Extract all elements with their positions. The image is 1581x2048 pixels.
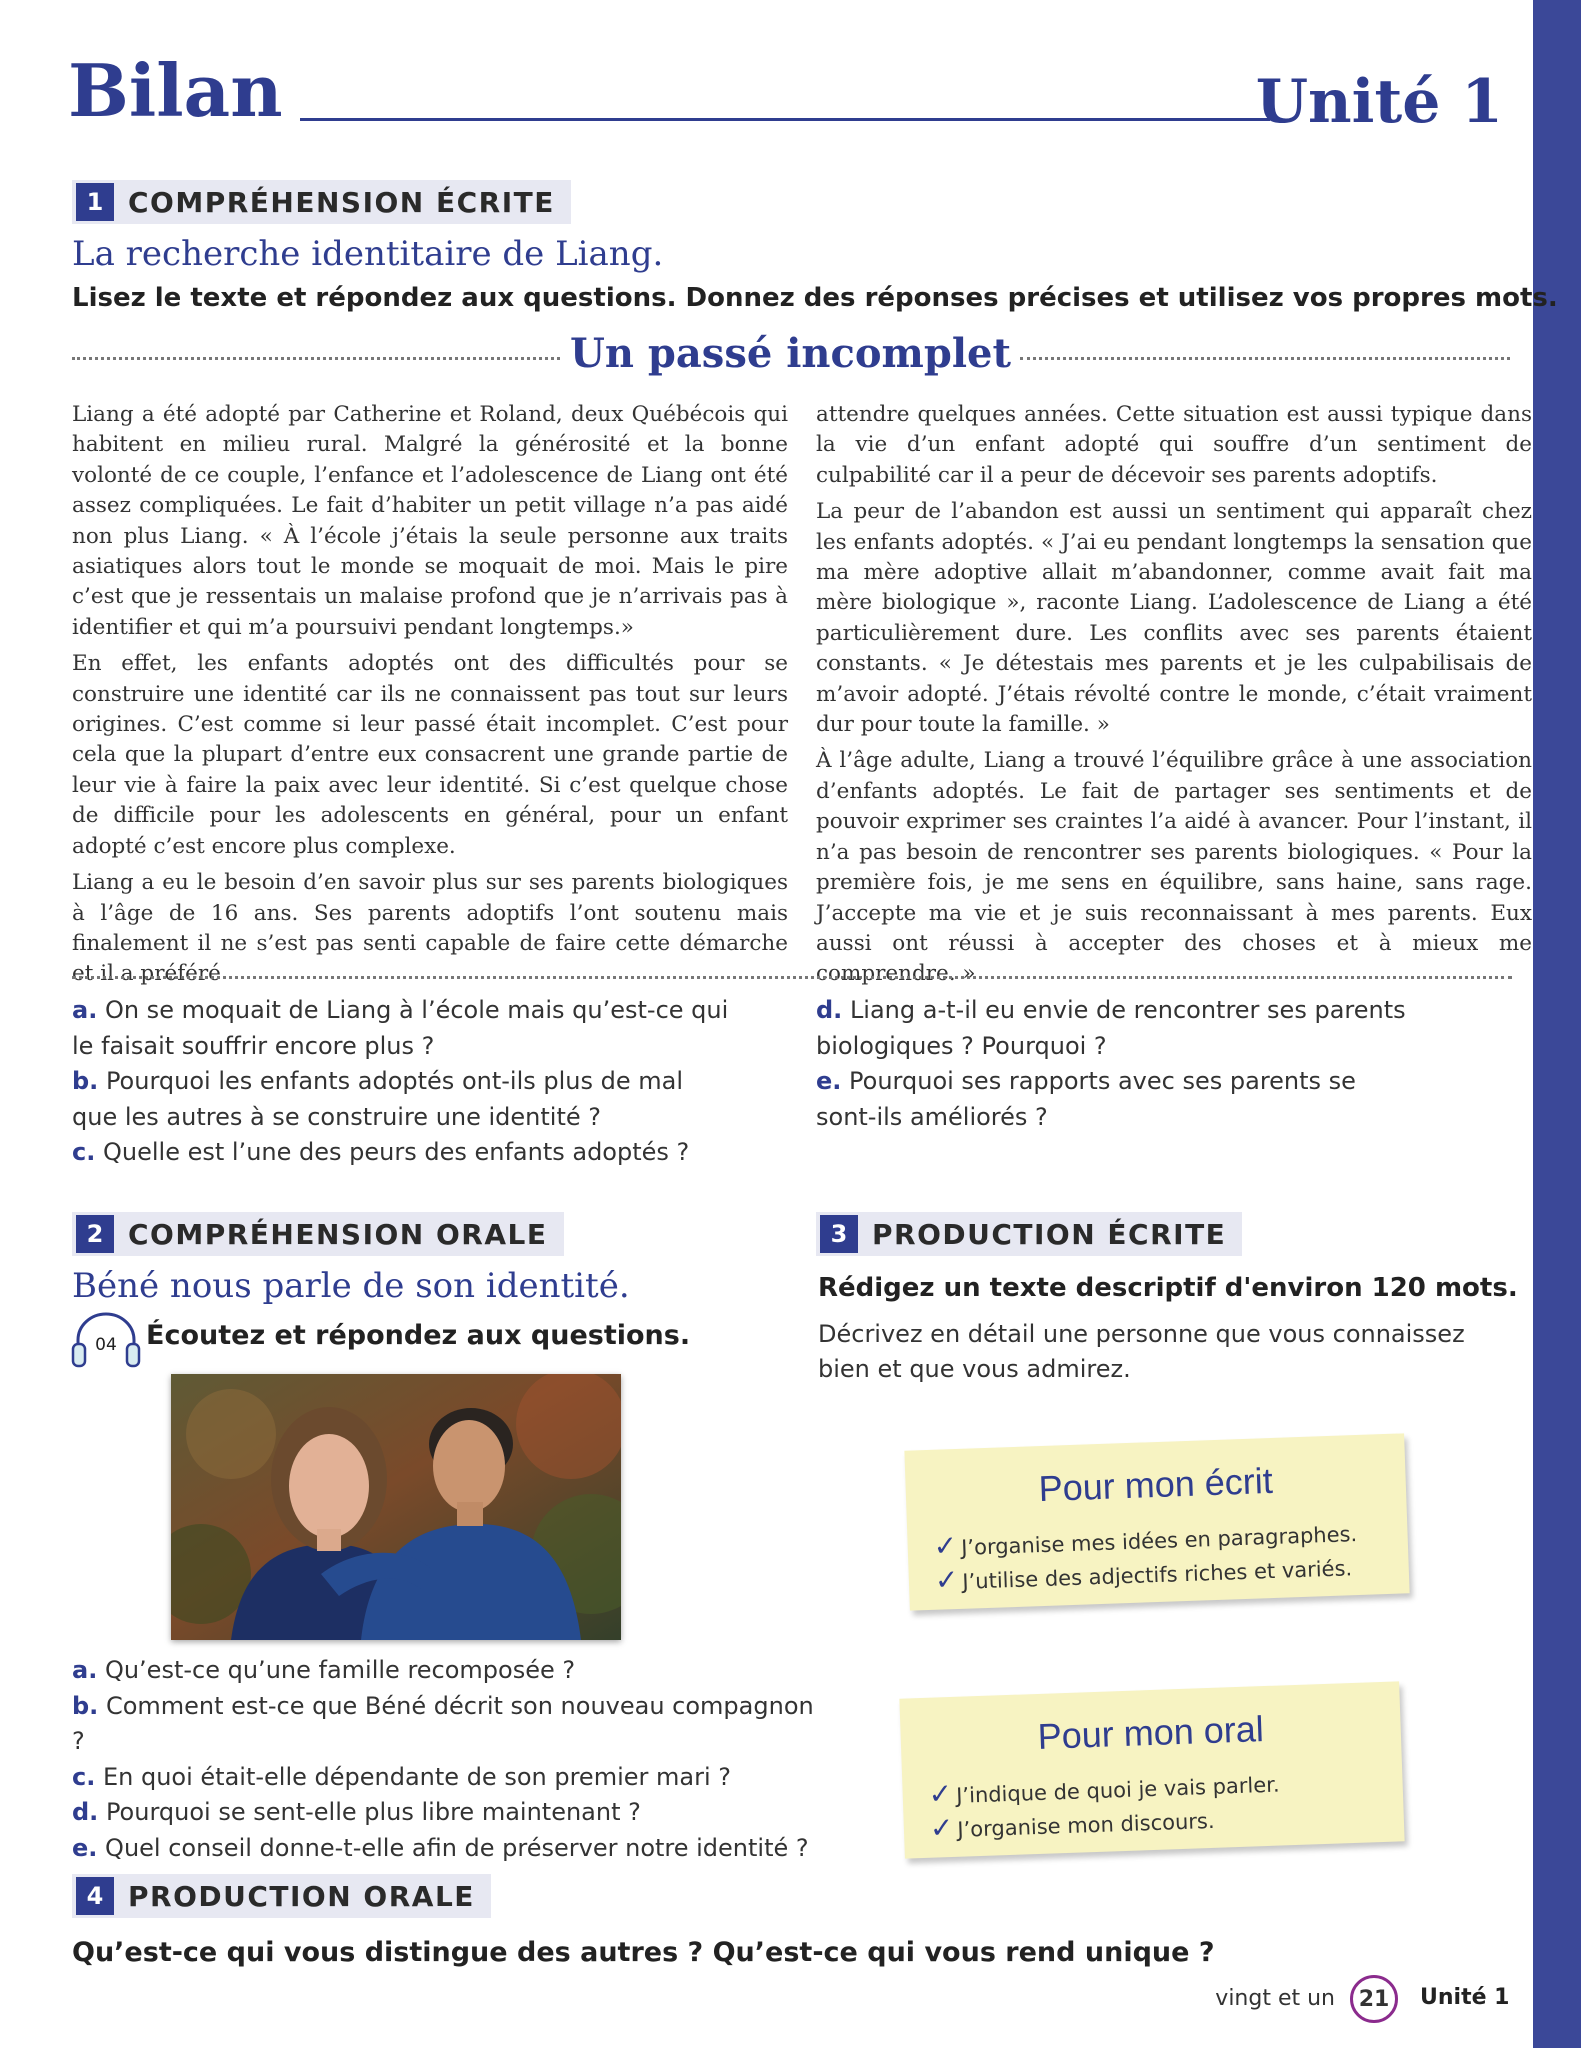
audio-track-number: 04	[95, 1335, 117, 1355]
question-item: c. Quelle est l’une des peurs des enfants adoptés ?	[72, 1138, 690, 1166]
note-title: Pour mon oral	[1036, 1708, 1265, 1757]
reading-column-right	[816, 400, 1532, 996]
paragraph: Liang a été adopté par Catherine et Roland, deux Québécois qui habitent en milieu rural. Malgré la générosité et la bonne volonté de ce couple, l’enfance et l’adolescence de Liang ont été assez compliquées. Le fait d’habiter un petit village n’a pas aidé non plus Liang. « À l’école j’étais la seule personne aux traits asiatiques alors tout le monde se moquait de moi. Mais le pire c’est que je ressentais un malaise profond que je n’arrivais pas à identifier et qui m’a poursuivi pendant longtemps.»	[72, 402, 788, 640]
header-left-title: Bilan	[68, 48, 283, 133]
section-4-question: Qu’est-ce qui vous distingue des autres ? Qu’est-ce qui vous rend unique ?	[72, 1937, 1215, 1968]
section-1-questions-left	[72, 993, 732, 1171]
section-3-heading	[816, 1212, 1242, 1256]
section-3-number: 3	[820, 1215, 858, 1253]
couple-photo	[171, 1374, 621, 1640]
header-right-title: Unité 1	[1255, 67, 1503, 137]
check-icon: ✓	[929, 1810, 954, 1845]
question-item: d. Pourquoi se sent-elle plus libre maintenant ?	[72, 1798, 641, 1826]
section-4-label: PRODUCTION ORALE	[128, 1879, 475, 1913]
question-item: a. On se moquait de Liang à l’école mais qu’est-ce qui le faisait souffrir encore plus ?	[72, 996, 729, 1060]
page-number-badge: 21	[1350, 1975, 1398, 2023]
section-1-number: 1	[76, 183, 114, 221]
question-item: b. Pourquoi les enfants adoptés ont-ils plus de mal que les autres à se construire une identité ?	[72, 1067, 684, 1131]
reading-text-title: Un passé incomplet	[570, 330, 1011, 377]
headphones-icon[interactable]	[70, 1310, 142, 1368]
header-rule	[300, 118, 1270, 121]
note-item: ✓ J’utilise des adjectifs riches et variés.	[934, 1556, 1353, 1597]
question-item: c. En quoi était-elle dépendante de son premier mari ?	[72, 1762, 731, 1791]
page-number-words: vingt et un	[1215, 1986, 1335, 2011]
paragraph: La peur de l’abandon est aussi un sentiment qui apparaît chez les enfants adoptés. « J’ai eu pendant longtemps la sensation que ma mère adoptive allait m’abandonner, comme avait fait ma mère biologique », raconte Liang. L’adolescence de Liang a été particulièrement dure. Les conflits avec ses parents étaient constants. « Je détestais mes parents et je les culpabilisais de m’avoir adopté. J’étais révolté contre le monde, c’était vraiment dur pour toute la famille. »	[816, 499, 1532, 738]
question-item: e. Pourquoi ses rapports avec ses parents se sont-ils améliorés ?	[816, 1067, 1356, 1131]
section-3-label: PRODUCTION ÉCRITE	[872, 1217, 1227, 1251]
section-2-heading	[72, 1212, 564, 1256]
section-4-number: 4	[76, 1877, 114, 1915]
note-item: ✓ J’indique de quoi je vais parler.	[928, 1772, 1280, 1811]
section-2-number: 2	[76, 1215, 114, 1253]
dotted-divider-bottom	[72, 976, 1512, 979]
section-4-heading	[72, 1874, 491, 1918]
section-1-instruction: Lisez le texte et répondez aux questions. Donnez des réponses précises et utilisez vos propres mots.	[72, 283, 1558, 313]
section-2-label: COMPRÉHENSION ORALE	[128, 1217, 548, 1251]
check-icon: ✓	[934, 1562, 959, 1597]
reading-column-left	[72, 400, 788, 996]
footer-unit-label: Unité 1	[1420, 1985, 1510, 2010]
note-title: Pour mon écrit	[1038, 1459, 1274, 1510]
dotted-divider-right	[1020, 357, 1510, 360]
question-item: d. Liang a-t-il eu envie de rencontrer ses parents biologiques ? Pourquoi ?	[816, 996, 1406, 1060]
section-2-instruction: Écoutez et répondez aux questions.	[146, 1320, 691, 1351]
section-3-instruction: Rédigez un texte descriptif d'environ 120 mots.	[818, 1273, 1518, 1303]
question-item: a. Qu’est-ce qu’une famille recomposée ?	[72, 1656, 576, 1684]
paragraph: Liang a eu le besoin d’en savoir plus sur ses parents biologiques à l’âge de 16 ans. Ses parents adoptifs l’ont soutenu mais finalement il ne s’est pas senti capable de faire cette démarche et il a préféré	[72, 870, 788, 987]
check-icon: ✓	[928, 1776, 953, 1811]
question-item: b. Comment est-ce que Béné décrit son nouveau compagnon ?	[72, 1691, 814, 1755]
question-item: e. Quel conseil donne-t-elle afin de préserver notre identité ?	[72, 1833, 809, 1862]
section-1-subtitle: La recherche identitaire de Liang.	[72, 234, 664, 274]
section-1-label: COMPRÉHENSION ÉCRITE	[128, 185, 555, 219]
note-item: ✓ J’organise mes idées en paragraphes.	[933, 1522, 1358, 1563]
sticky-note-oral	[899, 1681, 1404, 1858]
paragraph: attendre quelques années. Cette situation est aussi typique dans la vie d’un enfant adopté qui souffre d’un sentiment de culpabilité car il a peur de décevoir ses parents adoptifs.	[816, 402, 1532, 488]
paragraph: À l’âge adulte, Liang a trouvé l’équilibre grâce à une association d’enfants adoptés. Le fait de partager ses sentiments et de pouvoir exprimer ses craintes l’a aidé à avancer. Pour l’instant, il n’a pas besoin de rencontrer ses parents biologiques. « Pour la première fois, je me sens en équilibre, sans haine, sans rage. J’accepte ma vie et je suis reconnaissant à mes parents. Eux aussi ont réussi à accepter des choses et à mieux me comprendre. »	[816, 748, 1532, 987]
note-item: ✓ J’organise mon discours.	[929, 1808, 1215, 1845]
section-3-description: Décrivez en détail une personne que vous connaissez bien et que vous admirez.	[818, 1320, 1465, 1383]
section-2-subtitle: Béné nous parle de son identité.	[72, 1266, 630, 1306]
section-1-heading	[72, 180, 571, 224]
sticky-note-ecrit	[904, 1433, 1409, 1610]
section-1-questions-right	[816, 993, 1416, 1135]
paragraph: En effet, les enfants adoptés ont des difficultés pour se construire une identité car ils ne connaissent pas tout sur leurs origines. C’est comme si leur passé était incomplet. C’est pour cela que la plupart d’entre eux consacrent une grande partie de leur vie à faire la paix avec leur identité. Si c’est quelque chose de difficile pour les adolescents en général, pour un enfant adopté c’est encore plus complexe.	[72, 651, 788, 859]
check-icon: ✓	[933, 1528, 958, 1563]
section-2-questions	[72, 1653, 832, 1866]
